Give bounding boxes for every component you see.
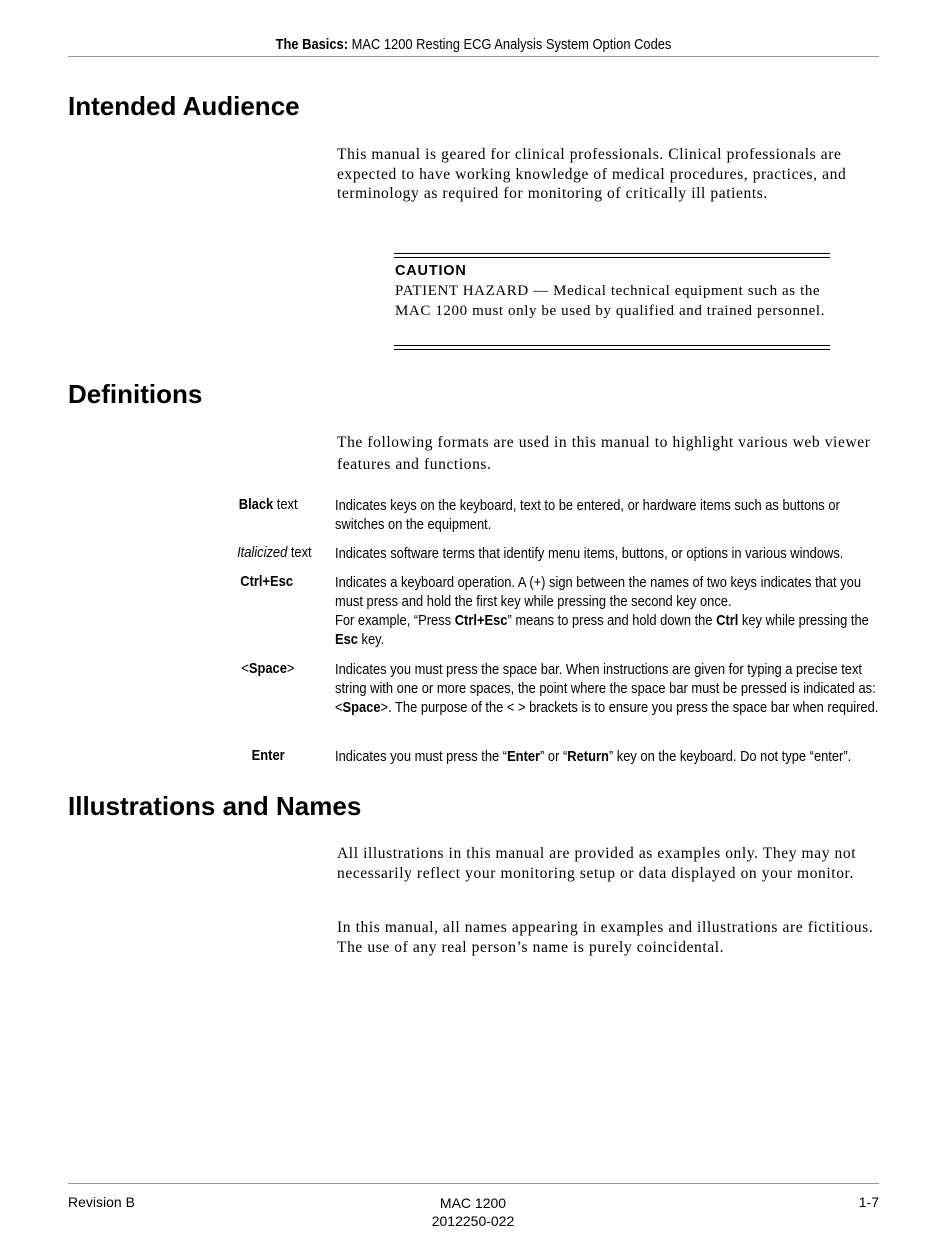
definitions-intro: The following formats are used in this manual to highlight various web viewer features and functions. <box>337 434 871 473</box>
desc-text: Indicates you must press the “ <box>335 748 508 765</box>
desc-key: Return <box>567 748 609 765</box>
term-key: Enter <box>251 747 285 764</box>
footer-page-number: 1-7 <box>858 1194 879 1210</box>
footer-center <box>373 1194 573 1230</box>
desc-key: Space <box>342 699 381 716</box>
desc-key: Enter <box>507 748 541 765</box>
example-key: Ctrl <box>716 612 739 629</box>
footer-product: MAC 1200 <box>439 1195 507 1211</box>
term-key: Ctrl+Esc <box>240 573 294 590</box>
desc-text: ” or “ <box>540 748 568 765</box>
term-bracket: > <box>286 660 295 677</box>
example-text: key. <box>357 631 385 648</box>
heading-definitions: Definitions <box>68 379 203 409</box>
example-text: ” means to press and hold down the <box>507 612 717 629</box>
definition-desc-italic-text <box>335 544 844 563</box>
heading-illustrations-and-names: Illustrations and Names <box>68 791 362 821</box>
caution-top-rule <box>394 253 830 254</box>
desc-text: Indicates software terms that identify menu items, buttons, or options in various windows. <box>335 545 844 562</box>
header-section-label: The Basics: <box>275 36 349 53</box>
caution-bottom-rule <box>394 345 830 346</box>
footer-rule <box>68 1183 879 1184</box>
desc-text: Indicates keys on the keyboard, text to be entered, or hardware items such as buttons or switches on the equipment. <box>335 497 840 533</box>
definition-desc-ctrl-esc <box>335 573 869 649</box>
running-header <box>125 36 822 53</box>
header-rule <box>68 56 879 57</box>
definition-desc-enter <box>335 747 852 766</box>
caution-box <box>394 253 830 353</box>
desc-text: >. The purpose of the < > brackets is to ensure you press the space bar when required. <box>380 699 879 716</box>
example-key: Esc <box>335 631 358 648</box>
term-bracket: < <box>241 660 249 677</box>
illustrations-paragraph-2: In this manual, all names appearing in examples and illustrations are fictitious. The use of any real person’s name is purely coincidental. <box>337 919 874 956</box>
example-text: For example, “Press <box>335 612 455 629</box>
term-styled: Black <box>238 496 274 513</box>
footer-revision: Revision B <box>68 1194 135 1210</box>
term-styled: Italicized <box>236 544 287 561</box>
heading-intended-audience: Intended Audience <box>68 91 300 121</box>
caution-text: PATIENT HAZARD — Medical technical equipment such as the MAC 1200 must only be used by qualified and trained personnel. <box>395 283 826 319</box>
desc-text: Indicates you must press the space bar. When instructions are given for typing a precise text string with one or more spaces, the point where the space bar must be pressed is indicated as: < <box>335 661 876 716</box>
definition-desc-space <box>335 660 879 717</box>
term-plain: text <box>286 544 312 561</box>
term-key: Space <box>248 660 287 677</box>
caution-top-rule-2 <box>394 257 830 258</box>
intended-audience-paragraph: This manual is geared for clinical professionals. Clinical professionals are expected to have working knowledge of medical procedures, practices, and terminology as required for monitoring of critically ill patients. <box>337 146 847 203</box>
header-title: MAC 1200 Resting ECG Analysis System Option Codes <box>348 36 672 53</box>
caution-title: CAUTION <box>395 263 467 279</box>
term-plain: text <box>273 496 298 513</box>
definition-desc-black-text <box>335 496 840 534</box>
illustrations-paragraph-1: All illustrations in this manual are provided as examples only. They may not necessarily reflect your monitoring setup or data displayed on your monitor. <box>337 845 857 882</box>
example-key: Ctrl+Esc <box>454 612 508 629</box>
caution-bottom-rule-2 <box>394 349 830 350</box>
example-text: key while pressing the <box>738 612 869 629</box>
desc-text: Indicates a keyboard operation. A (+) sign between the names of two keys indicates that you must press and hold the first key while pressing the second key once. <box>335 574 861 610</box>
desc-text: ” key on the keyboard. Do not type “enter”. <box>608 748 852 765</box>
footer-part-number: 2012250-022 <box>431 1213 515 1229</box>
